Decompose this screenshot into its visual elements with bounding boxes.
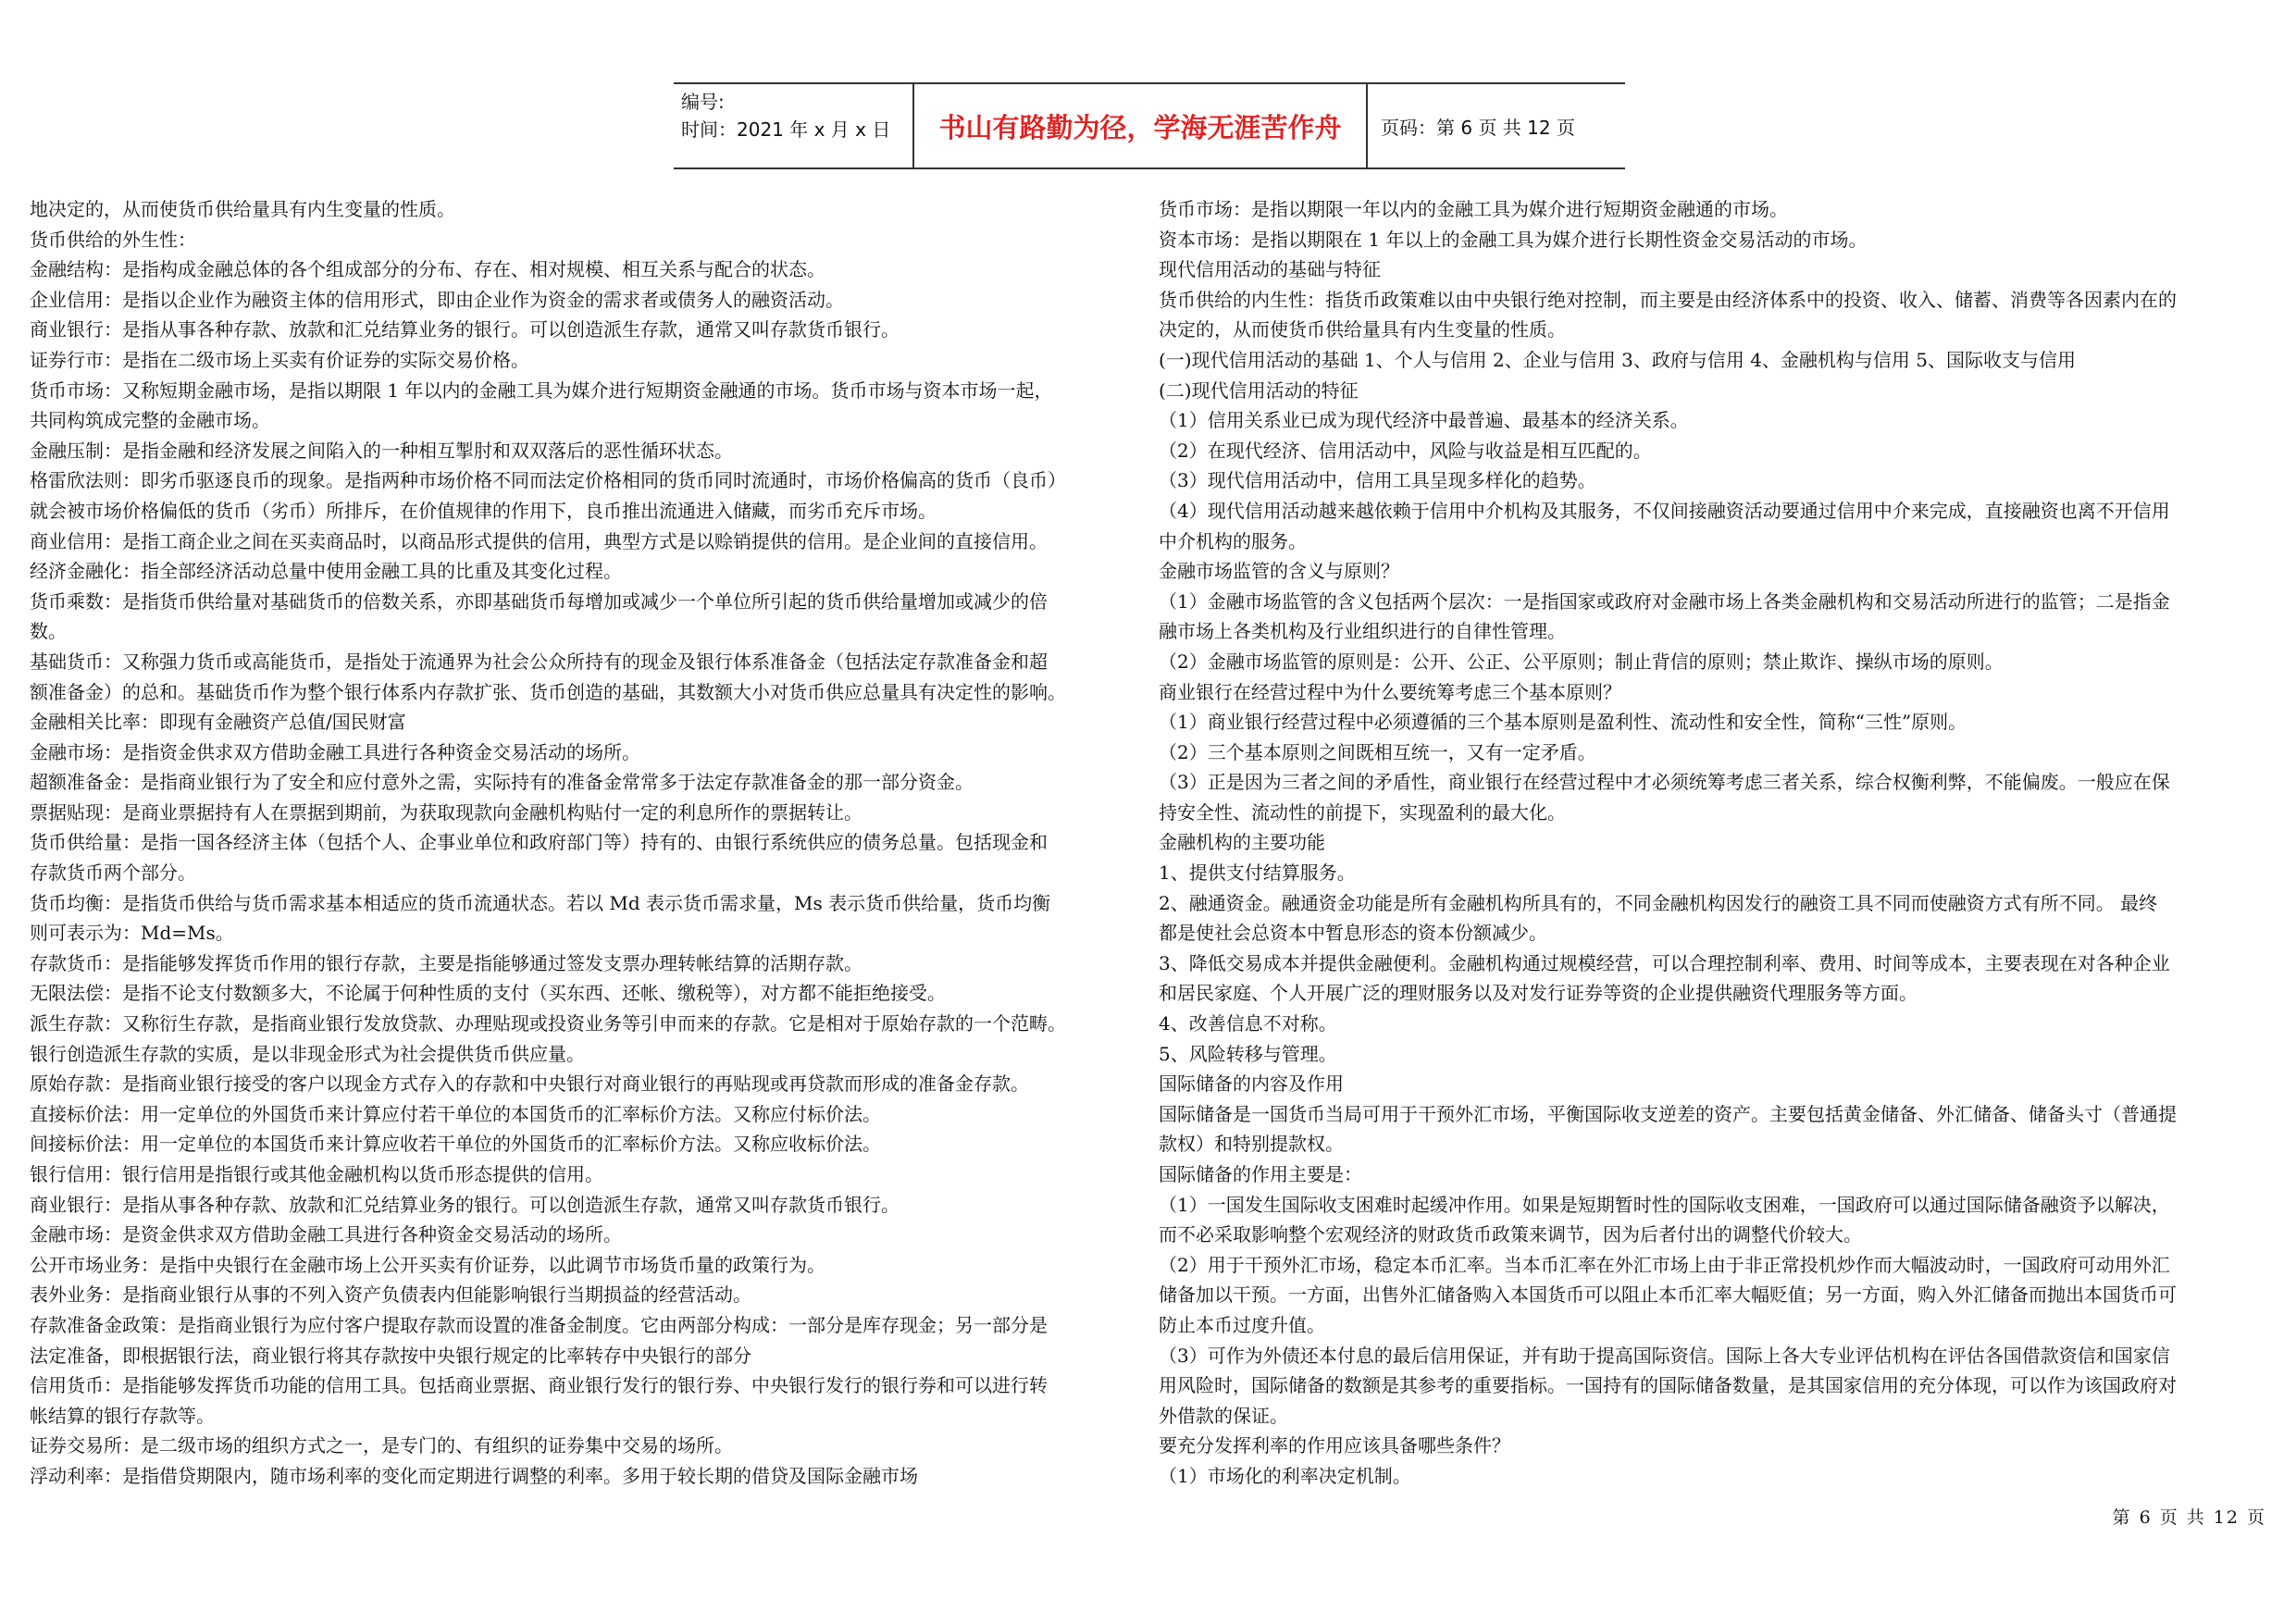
text-line: 货币供给的内生性：指货币政策难以由中央银行绝对控制，而主要是由经济体系中的投资、收入、储蓄、消费等各因素内在的 [1159,288,2177,311]
text-line: （3）现代信用活动中，信用工具呈现多样化的趋势。 [1159,469,1596,492]
text-line: 货币市场：又称短期金融市场，是指以期限 1 年以内的金融工具为媒介进行短期资金融通的市场。货币市场与资本市场一起， [30,378,1053,402]
text-line: 决定的，从而使货币供给量具有内生变量的性质。 [1159,318,1566,341]
text-line: 原始存款：是指商业银行接受的客户以现金方式存入的存款和中央银行对商业银行的再贴现或再贷款而形成的准备金存款。 [30,1072,1029,1096]
text-line: 证券行市：是指在二级市场上买卖有价证券的实际交易价格。 [30,348,529,371]
text-line: 货币供给量：是指一国各经济主体（包括个人、企事业单位和政府部门等）持有的、由银行系统供应的债务总量。包括现金和 [30,831,1048,854]
text-line: 储备加以干预。一方面，出售外汇储备购入本国货币可以阻止本币汇率大幅贬值；另一方面，购入外汇储备而抛出本国货币可 [1159,1283,2177,1307]
text-line: 直接标价法：用一定单位的外国货币来计算应付若干单位的本国货币的汇率标价方法。又称应付标价法。 [30,1102,881,1125]
header-page-label: 页码：第 6 页 共 12 页 [1381,116,1575,139]
text-line: 3、降低交易成本并提供金融便利。金融机构通过规模经营，可以合理控制利率、费用、时间等成本，主要表现在对各种企业 [1159,951,2170,974]
text-line: 企业信用：是指以企业作为融资主体的信用形式，即由企业作为资金的需求者或债务人的融资活动。 [30,288,844,311]
text-line: 外借款的保证。 [1159,1404,1288,1427]
document-header [674,82,1625,169]
text-line: 存款货币两个部分。 [30,862,196,885]
text-line: 帐结算的银行存款等。 [30,1404,215,1427]
number-label: 编号: [681,91,725,113]
text-line: 金融相关比率：即现有金融资产总值/国民财富 [30,711,406,734]
text-line: 金融市场监管的含义与原则？ [1159,560,1399,583]
text-line: （2）三个基本原则之间既相互统一，又有一定矛盾。 [1159,740,1596,763]
text-line: 金融结构：是指构成金融总体的各个组成部分的分布、存在、相对规模、相互关系与配合的状态。 [30,258,825,281]
text-line: 货币市场：是指以期限一年以内的金融工具为媒介进行短期资金融通的市场。 [1159,198,1788,220]
text-line: （1）一国发生国际收支困难时起缓冲作用。如果是短期暂时性的国际收支困难，一国政府可以通过国际储备融资予以解决， [1159,1193,2170,1216]
text-line: 就会被市场价格偏低的货币（劣币）所排斥，在价值规律的作用下，良币推出流通进入储藏，而劣币充斥市场。 [30,499,937,522]
text-line: （1）信用关系业已成为现代经济中最普遍、最基本的经济关系。 [1159,409,1689,432]
text-line: 4、改善信息不对称。 [1159,1012,1337,1035]
text-line: 用风险时，国际储备的数额是其参考的重要指标。一国持有的国际储备数量，是其国家信用的充分体现，可以作为该国政府对 [1159,1374,2177,1397]
text-line: 额准备金）的总和。基础货币作为整个银行体系内存款扩张、货币创造的基础，其数额大小对货币供应总量具有决定性的影响。 [30,680,1066,703]
text-line: 无限法偿：是指不论支付数额多大，不论属于何种性质的支付（买东西、还帐、缴税等），对方都不能拒绝接受。 [30,982,946,1005]
text-line: 金融市场：是资金供求双方借助金融工具进行各种资金交易活动的场所。 [30,1223,622,1246]
text-line: 表外业务：是指商业银行从事的不列入资产负债表内但能影响银行当期损益的经营活动。 [30,1283,751,1307]
right-text-column [1159,194,2269,1492]
text-line: 地决定的，从而使货币供给量具有内生变量的性质。 [30,198,455,220]
text-line: 商业银行在经营过程中为什么要统筹考虑三个基本原则？ [1159,680,1621,703]
text-line: 国际储备是一国货币当局可用于干预外汇市场，平衡国际收支逆差的资产。主要包括黄金储备、外汇储备、储备头寸（普通提 [1159,1102,2177,1125]
text-line: 超额准备金：是指商业银行为了安全和应付意外之需，实际持有的准备金常常多于法定存款准备金的那一部分资金。 [30,771,974,794]
text-line: （1）商业银行经营过程中必须遵循的三个基本原则是盈利性、流动性和安全性，简称“三性”原则。 [1159,711,1967,734]
text-line: 法定准备，即根据银行法，商业银行将其存款按中央银行规定的比率转存中央银行的部分 [30,1344,751,1367]
text-line: 2、融通资金。融通资金功能是所有金融机构所具有的，不同金融机构因发行的融资工具不同而使融资方式有所不同。 最终 [1159,891,2158,914]
text-line: 银行创造派生存款的实质，是以非现金形式为社会提供货币供应量。 [30,1042,585,1065]
text-line: 共同构筑成完整的金融市场。 [30,409,270,432]
text-line: 存款准备金政策：是指商业银行为应付客户提取存款而设置的准备金制度。它由两部分构成：一部分是库存现金；另一部分是 [30,1313,1048,1336]
text-line: 1、提供支付结算服务。 [1159,862,1356,885]
text-line: 经济金融化：指全部经济活动总量中使用金融工具的比重及其变化过程。 [30,560,622,583]
text-line: 5、风险转移与管理。 [1159,1042,1337,1065]
text-line: 防止本币过度升值。 [1159,1313,1325,1336]
text-line: 金融压制：是指金融和经济发展之间陷入的一种相互掣肘和双双落后的恶性循环状态。 [30,439,733,462]
text-line: 货币乘数：是指货币供给量对基础货币的倍数关系，亦即基础货币每增加或减少一个单位所引起的货币供给量增加或减少的倍 [30,589,1048,613]
text-line: 格雷欣法则：即劣币驱逐良币的现象。是指两种市场价格不同而法定价格相同的货币同时流通时，市场价格偏高的货币（良币） [30,469,1066,492]
text-line: 则可表示为：Md=Ms。 [30,922,234,945]
text-line: 和居民家庭、个人开展广泛的理财服务以及对发行证券等资的企业提供融资代理服务等方面。 [1159,982,1917,1005]
text-line: （1）金融市场监管的含义包括两个层次：一是指国家或政府对金融市场上各类金融机构和交易活动所进行的监管；二是指金 [1159,589,2170,613]
text-line: 存款货币：是指能够发挥货币作用的银行存款，主要是指能够通过签发支票办理转帐结算的活期存款。 [30,951,863,974]
page-footer: 第 6 页 共 12 页 [2112,1507,2266,1528]
text-line: 派生存款：又称衍生存款，是指商业银行发放贷款、办理贴现或投资业务等引申而来的存款。它是相对于原始存款的一个范畴。 [30,1012,1066,1035]
text-line: 信用货币：是指能够发挥货币功能的信用工具。包括商业票据、商业银行发行的银行券、中央银行发行的银行券和可以进行转 [30,1374,1048,1397]
header-meta [674,84,914,167]
text-line: (一)现代信用活动的基础 1、个人与信用 2、企业与信用 3、政府与信用 4、金融机构与信用 5、国际收支与信用 [1159,348,2077,371]
header-motto: 书山有路勤为径，学海无涯苦作舟 [914,84,1368,167]
text-line: 数。 [30,620,67,643]
time-label: 时间：2021 年 x 月 x 日 [681,118,891,141]
text-line: 而不必采取影响整个宏观经济的财政货币政策来调节，因为后者付出的调整代价较大。 [1159,1223,1862,1246]
text-line: （2）金融市场监管的原则是：公开、公正、公平原则；制止背信的原则；禁止欺诈、操纵市场的原则。 [1159,650,2004,673]
text-line: 货币均衡：是指货币供给与货币需求基本相适应的货币流通状态。若以 Md 表示货币需求量，Ms 表示货币供给量，货币均衡 [30,891,1051,914]
text-line: 要充分发挥利率的作用应该具备哪些条件？ [1159,1434,1510,1457]
text-line: 间接标价法：用一定单位的本国货币来计算应收若干单位的外国货币的汇率标价方法。又称应收标价法。 [30,1133,881,1156]
text-line: 商业银行：是指从事各种存款、放款和汇兑结算业务的银行。可以创造派生存款，通常又叫存款货币银行。 [30,318,900,341]
text-line: 款权）和特别提款权。 [1159,1133,1344,1156]
text-line: （2）在现代经济、信用活动中，风险与收益是相互匹配的。 [1159,439,1652,462]
text-line: 证券交易所：是二级市场的组织方式之一，是专门的、有组织的证券集中交易的场所。 [30,1434,733,1457]
text-line: 中介机构的服务。 [1159,529,1307,552]
text-line: 金融市场：是指资金供求双方借助金融工具进行各种资金交易活动的场所。 [30,740,640,763]
text-line: 商业银行：是指从事各种存款、放款和汇兑结算业务的银行。可以创造派生存款，通常又叫存款货币银行。 [30,1193,900,1216]
text-line: 银行信用：银行信用是指银行或其他金融机构以货币形态提供的信用。 [30,1163,603,1185]
text-line: 票据贴现：是商业票据持有人在票据到期前，为获取现款向金融机构贴付一定的利息所作的票据转让。 [30,800,863,824]
text-line: 持安全性、流动性的前提下，实现盈利的最大化。 [1159,800,1566,824]
text-line: 国际储备的作用主要是： [1159,1163,1362,1185]
text-line: 货币供给的外生性： [30,228,196,251]
text-line: 资本市场：是指以期限在 1 年以上的金融工具为媒介进行长期性资金交易活动的市场。 [1159,228,1868,251]
text-line: （4）现代信用活动越来越依赖于信用中介机构及其服务，不仅间接融资活动要通过信用中介来完成，直接融资也离不开信用 [1159,499,2170,522]
text-line: 现代信用活动的基础与特征 [1159,258,1381,281]
text-line: 融市场上各类机构及行业组织进行的自律性管理。 [1159,620,1566,643]
left-text-column [30,194,1140,1492]
text-line: （1）市场化的利率决定机制。 [1159,1464,1411,1487]
text-line: （2）用于干预外汇市场，稳定本币汇率。当本币汇率在外汇市场上由于非正常投机炒作而大幅波动时，一国政府可动用外汇 [1159,1253,2170,1276]
text-line: 商业信用：是指工商企业之间在买卖商品时，以商品形式提供的信用，典型方式是以赊销提供的信用。是企业间的直接信用。 [30,529,1048,552]
text-line: 基础货币：又称强力货币或高能货币，是指处于流通界为社会公众所持有的现金及银行体系准备金（包括法定存款准备金和超 [30,650,1048,673]
text-line: 公开市场业务：是指中央银行在金融市场上公开买卖有价证券，以此调节市场货币量的政策行为。 [30,1253,825,1276]
text-line: (二)现代信用活动的特征 [1159,378,1359,402]
text-line: 都是使社会总资本中暂息形态的资本份额减少。 [1159,922,1547,945]
text-line: （3）可作为外债还本付息的最后信用保证，并有助于提高国际资信。国际上各大专业评估机构在评估各国借款资信和国家信 [1159,1344,2170,1367]
text-line: （3）正是因为三者之间的矛盾性，商业银行在经营过程中才必须统筹考虑三者关系，综合权衡利弊，不能偏废。一般应在保 [1159,771,2170,794]
text-line: 国际储备的内容及作用 [1159,1072,1344,1096]
text-line: 浮动利率：是指借贷期限内，随市场利率的变化而定期进行调整的利率。多用于较长期的借贷及国际金融市场 [30,1464,918,1487]
text-line: 金融机构的主要功能 [1159,831,1325,854]
